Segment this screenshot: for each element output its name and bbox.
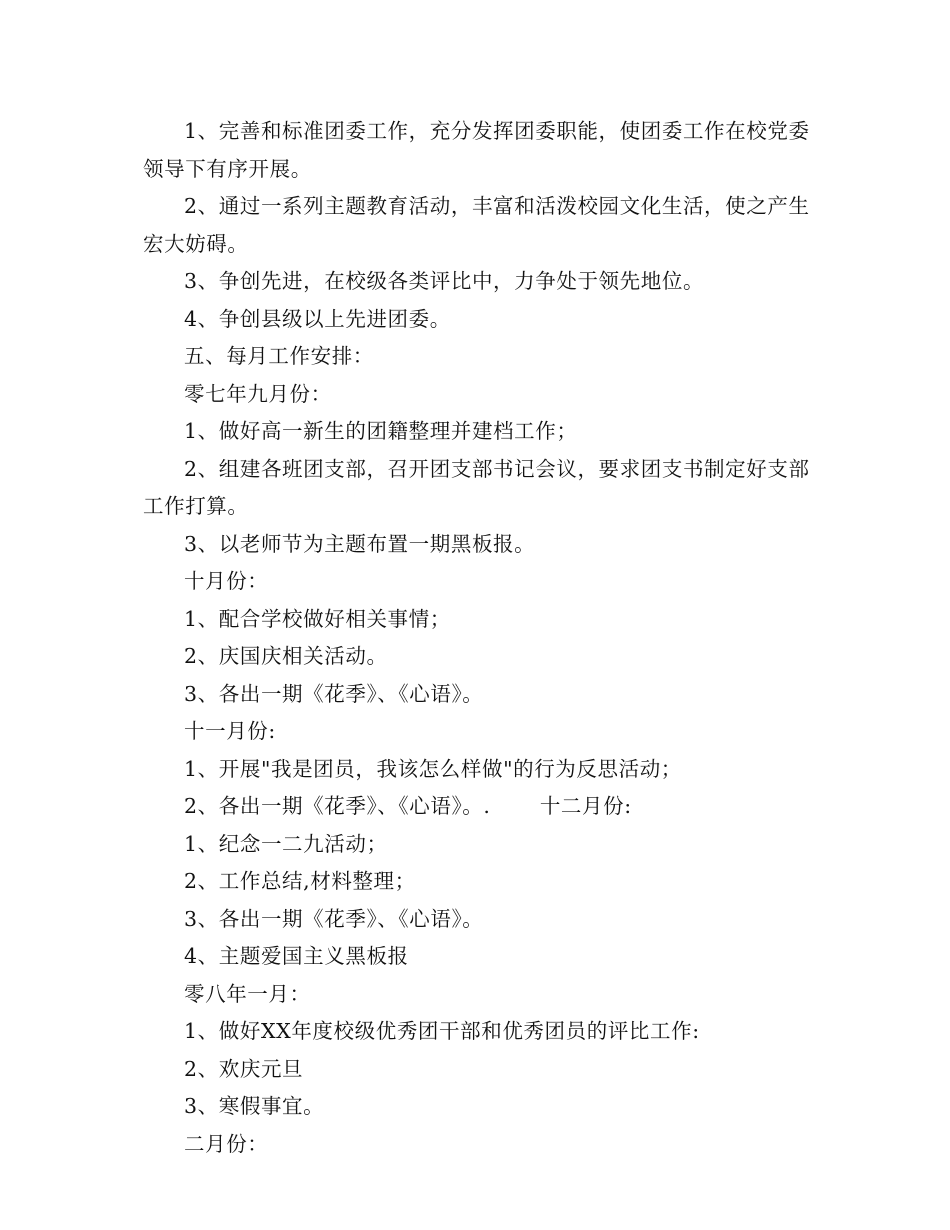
paragraph: 1、做好XX年度校级优秀团干部和优秀团员的评比工作:: [184, 1019, 700, 1043]
month-heading: 十月份：: [184, 569, 269, 593]
paragraph: 3、各出一期《花季》、《心语》。: [184, 906, 484, 931]
paragraph: 2、组建各班团支部，召开团支部书记会议，要求团支书制定好支部工作打算。: [143, 456, 810, 518]
paragraph: 3、寒假事宜。: [184, 1094, 325, 1118]
paragraph: 1、纪念一二九活动；: [184, 831, 388, 856]
paragraph: 1、开展"我是团员，我该怎么样做"的行为反思活动；: [184, 756, 682, 781]
paragraph: 1、做好高一新生的团籍整理并建档工作；: [184, 419, 578, 443]
paragraph: 3、各出一期《花季》、《心语》。: [184, 681, 484, 706]
paragraph: 3、争创先进，在校级各类评比中，力争处于领先地位。: [184, 269, 705, 293]
month-heading: 零七年九月份：: [184, 381, 332, 406]
section-heading: 五、每月工作安排：: [184, 344, 374, 368]
document-body: [143, 113, 811, 1163]
month-heading: 二月份：: [184, 1131, 269, 1156]
month-heading: 零八年一月：: [184, 981, 311, 1006]
month-heading: 十一月份:: [184, 719, 276, 743]
paragraph: 1、配合学校做好相关事情；: [184, 606, 451, 631]
paragraph: 1、完善和标准团委工作，充分发挥团委职能，使团委工作在校党委领导下有序开展。: [143, 119, 810, 181]
paragraph: 2、通过一系列主题教育活动，丰富和活泼校园文化生活，使之产生宏大妨碍。: [143, 194, 810, 256]
paragraph: 4、争创县级以上先进团委。: [184, 306, 451, 331]
paragraph: 4、主题爱国主义黑板报: [184, 944, 409, 968]
paragraph: 2、欢庆元旦: [184, 1056, 304, 1081]
paragraph: 2、各出一期《花季》、《心语》。. 十二月份:: [184, 794, 632, 818]
paragraph: 2、工作总结,材料整理；: [184, 869, 416, 893]
paragraph: 2、庆国庆相关活动。: [184, 644, 388, 668]
paragraph: 3、以老师节为主题布置一期黑板报。: [184, 531, 536, 556]
